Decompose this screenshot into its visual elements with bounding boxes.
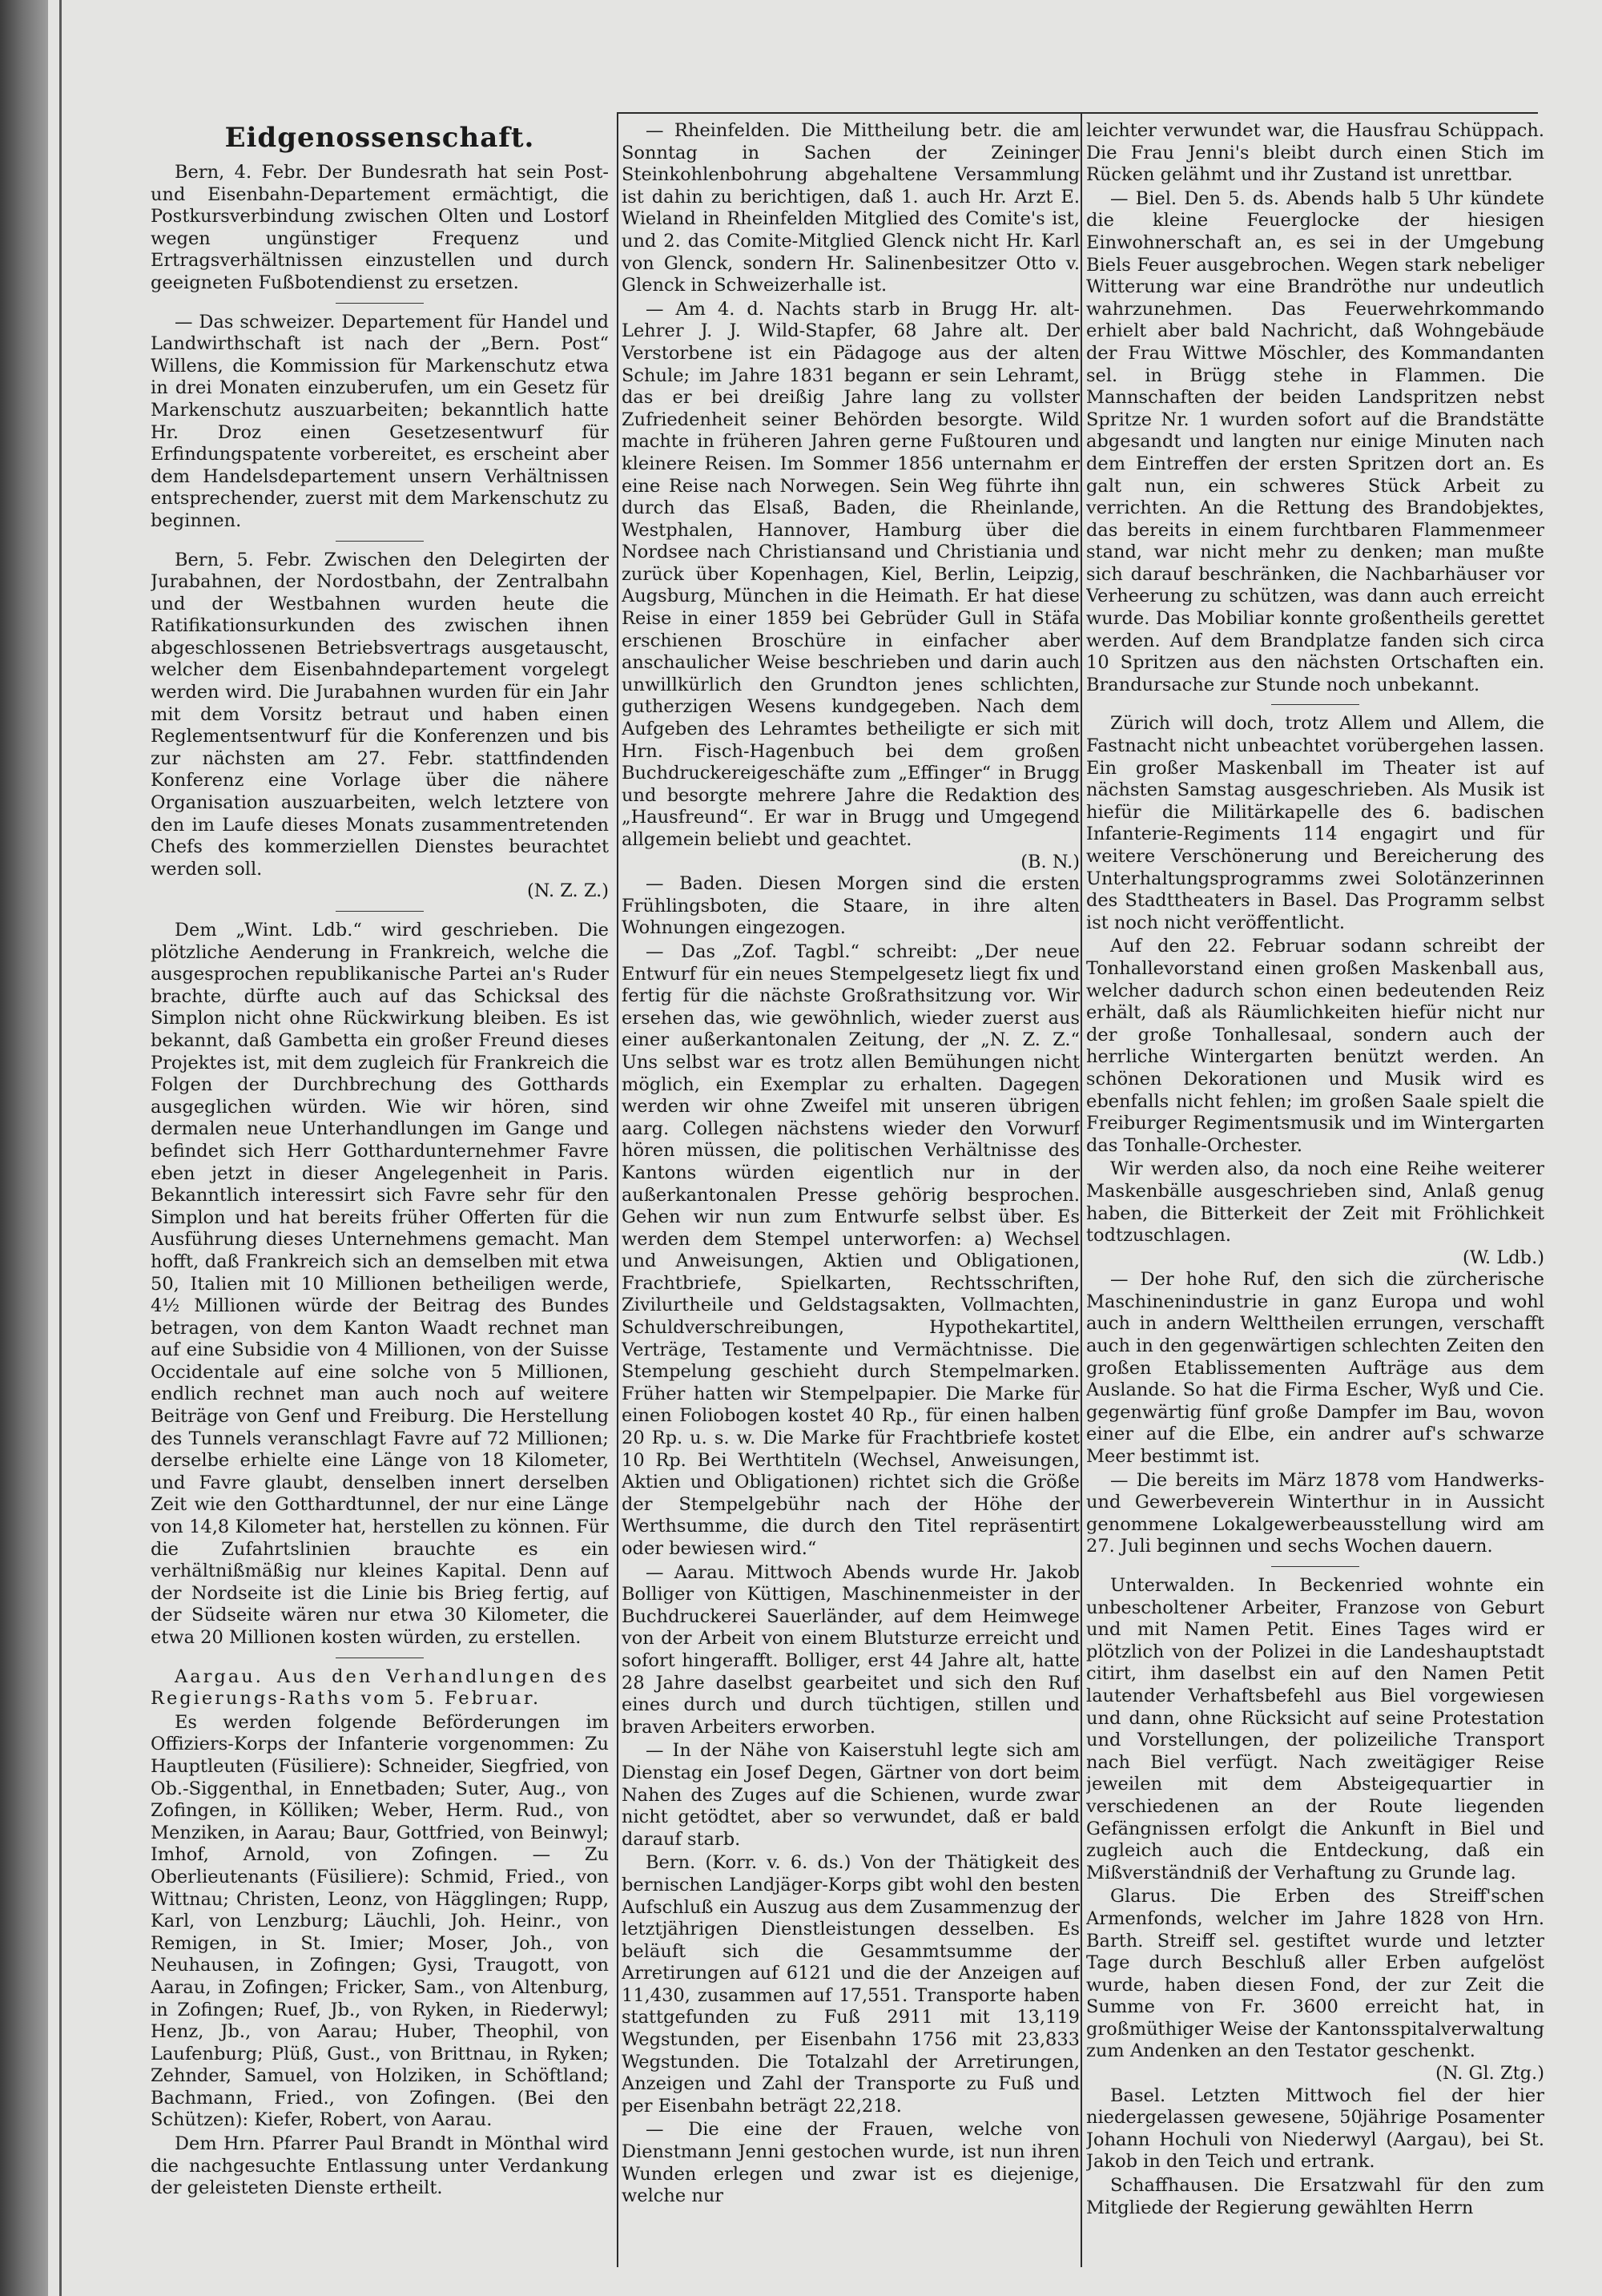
article-paragraph: Unterwalden. In Beckenried wohnte ein unbescholtener Arbeiter, Franzose von Geburt und mit Namen Petit. Eines Tages wird er plötzlich von der Polizei in die Landeshauptstadt citirt, ihm daselbst ein auf den Namen Petit lautender Verhaftsbefehl aus Biel vorgewiesen und dann, ohne Rücksicht auf seine Protestation und Vorstellungen, der polizeiliche Transport nach Biel verfügt. Nach zweitägiger Reise jeweilen mit dem Absteigequartier in verschiedenen an der Route liegenden Gefängnissen erfolgt die Ankunft in Biel und zugleich auch die Entdeckung, daß ein Mißverständniß der Verhaftung zu Grunde lag.: [1086, 1575, 1544, 1883]
article-paragraph: — In der Nähe von Kaiserstuhl legte sich am Dienstag ein Josef Degen, Gärtner von dort beim Nahen des Zuges auf die Schienen, wurde zwar nicht getödtet, aber so verwundet, daß er bald darauf starb.: [622, 1740, 1080, 1850]
article-paragraph: — Der hohe Ruf, den sich die zürcherische Maschinenindustrie in ganz Europa und wohl auch in andern Welttheilen errungen, verschafft auch in den gegenwärtigen schlechten Zeiten den großen Etablissementen Aufträge aus dem Auslande. So hat die Firma Escher, Wyß und Cie. gegenwärtig fünf große Dampfer im Bau, wovon einer auf die Elbe, ein andrer auf's schwarze Meer bestimmt ist.: [1086, 1269, 1544, 1468]
separator: [336, 303, 424, 304]
article-paragraph: Schaffhausen. Die Ersatzwahl für den zum Mitgliede der Regierung gewählten Herrn: [1086, 2175, 1544, 2218]
article-paragraph: Zürich will doch, trotz Allem und Allem, die Fastnacht nicht unbeachtet vorübergehen lassen. Ein großer Maskenball im Theater ist auf nächsten Samstag ausgeschrieben. Als Musik ist hiefür die Militärkapelle des 6. badischen Infanterie-Regiments 114 engagirt und für weitere Verschönerung und Bereicherung des Unterhaltungsprogramms zwei Solotänzerinnen des Stadttheaters in Basel. Das Programm selbst ist noch nicht veröffentlicht.: [1086, 713, 1544, 933]
source-citation: (W. Ldb.): [1463, 1247, 1544, 1268]
article-paragraph: — Biel. Den 5. ds. Abends halb 5 Uhr kündete die kleine Feuerglocke der hiesigen Einwohnerschaft an, es sei in der Umgebung Biels Feuer ausgebrochen. Wegen stark nebeliger Witterung war eine Brandröthe nur undeutlich wahrzunehmen. Das Feuerwehrkommando erhielt aber bald Nachricht, daß Wohngebäude der Frau Wittwe Möschler, des Kommandanten sel. in Brügg stehe in Flammen. Die Mannschaften der beiden Landspritzen nebst Spritze Nr. 1 wurden sofort auf die Brandstätte abgesandt und langten nur einige Minuten nach dem Eintreffen der ersten Spritzen dort an. Es galt nun, ein schweres Stück Arbeit zu verrichten. An die Rettung des Brandobjektes, das bereits in einem furchtbaren Flammenmeer stand, war nicht mehr zu denken; man mußte sich darauf beschränken, die Nachbarhäuser vor Verheerung zu schützen, was dann auch erreicht wurde. Das Mobiliar konnte großentheils gerettet werden. Auf dem Brandplatze fanden sich circa 10 Spritzen aus den nächsten Ortschaften ein. Brandursache zur Stunde noch unbekannt.: [1086, 187, 1544, 695]
section-heading: Eidgenossenschaft.: [224, 122, 535, 154]
separator: [1271, 704, 1359, 705]
article-paragraph: — Am 4. d. Nachts starb in Brugg Hr. alt-Lehrer J. J. Wild-Stapfer, 68 Jahre alt. Der Verstorbene ist ein Pädagoge aus der alten Schule; im Jahre 1831 begann er sein Lehramt, das er bei dreißig Jahre lang zu vollster Zufriedenheit seiner Behörden besorgte. Wild machte in früheren Jahren gerne Fußtouren und kleinere Reisen. Im Sommer 1856 unternahm er eine Reise nach Norwegen. Sein Weg führte ihn durch das Elsaß, Baden, die Rheinlande, Westphalen, Hannover, Hamburg über die Nordsee nach Christiansand und Christiania und zurück über Kopenhagen, Kiel, Berlin, Leipzig, Augsburg, München in die Heimath. Er hat diese Reise in einer 1859 bei Gebrüder Gull in Stäfa erschienen Broschüre in einfacher aber anschaulicher Weise beschrieben und darin auch unwillkürlich den Grundton jenes schlichten, gutherzigen Wesens kundgegeben. Nach dem Aufgeben des Lehramtes betheiligte er sich mit Hrn. Fisch-Hagenbuch bei dem großen Buchdruckereigeschäfte zum „Effinger“ in Brugg und besorgte mehrere Jahre die Redaktion des „Hausfreund“. Er war in Brugg und Umgegend allgemein beliebt und geachtet.: [622, 298, 1080, 850]
column-rule-2: [1081, 112, 1082, 2267]
article-paragraph: — Rheinfelden. Die Mittheilung betr. die am Sonntag in Sachen der Zeininger Steinkohlenbohrung abgehaltene Versammlung ist dahin zu berichtigen, daß 1. auch Hr. Arzt E. Wieland in Rheinfelden Mitglied des Comite's ist, und 2. das Comite-Mitglied Glenck nicht Hr. Karl von Glenck, sondern Hr. Salinenbesitzer Otto v. Glenck in Schweizerhalle ist.: [622, 120, 1080, 296]
article-paragraph: Dem „Wint. Ldb.“ wird geschrieben. Die plötzliche Aenderung in Frankreich, welche die ausgesprochen republikanische Partei an's Ruder brachte, dürfte auch auf das Schicksal des Simplon nicht ohne Rückwirkung bleiben. Es ist bekannt, daß Gambetta ein großer Freund dieses Projektes ist, mit dem zugleich für Frankreich die Folgen der Durchbrechung des Gotthards ausgeglichen würden. Wie wir hören, sind dermalen neue Unterhandlungen im Gange und befindet sich Herr Gotthardunternehmer Favre eben jetzt in dieser Angelegenheit in Paris. Bekanntlich interessirt sich Favre sehr für den Simplon und hat bereits früher Offerten für die Ausführung dieses Unternehmens gemacht. Man hofft, daß Frankreich sich an demselben mit etwa 50, Italien mit 10 Millionen betheiligen werde, 4½ Millionen würde der Beitrag des Bundes betragen, von dem Kanton Waadt rechnet man auf eine Subsidie von 4 Millionen, von der Suisse Occidentale auf eine solche von 5 Millionen, endlich rechnet man auch noch auf weitere Beiträge von Genf und Freiburg. Die Herstellung des Tunnels veranschlagt Favre auf 72 Millionen; derselbe erhielte eine Länge von 18 Kilometer, und Favre glaubt, denselben innert derselben Zeit wie den Gotthardtunnel, der nur eine Länge von 14,8 Kilometer hat, herstellen zu können. Für die Zufahrtslinien brauchte es ein verhältnißmäßig nur kleines Kapital. Denn auf der Nordseite ist die Linie bis Brieg fertig, auf der Südseite wären nur etwa 30 Kilometer, die etwa 20 Millionen kosten würden, zu erstellen.: [151, 920, 609, 1648]
column-1: [151, 120, 609, 2275]
source-citation: (B. N.): [1020, 851, 1080, 872]
article-heading: Aargau. Aus den Verhandlungen des Regierungs-Raths vom 5. Februar.: [151, 1666, 609, 1710]
article-paragraph: Bern, 4. Febr. Der Bundesrath hat sein Post- und Eisenbahn-Departement ermächtigt, die Postkursverbindung zwischen Olten und Lostorf wegen ungünstiger Frequenz und Ertragsverhältnissen einzustellen und durch geeigneten Fußbotendienst zu ersetzen.: [151, 162, 609, 293]
article-paragraph: — Aarau. Mittwoch Abends wurde Hr. Jakob Bolliger von Küttigen, Maschinenmeister in der Buchdruckerei Sauerländer, auf dem Heimwege von der Arbeit von einem Blutsturze erreicht und sofort hingerafft. Bolliger, erst 44 Jahre alt, hatte 28 Jahre daselbst gearbeitet und sich den Ruf eines durch und durch tüchtigen, stillen und braven Arbeiters erworben.: [622, 1561, 1080, 1738]
article-paragraph: Basel. Letzten Mittwoch fiel der hier niedergelassen gewesene, 50jährige Posamenter Johann Hochuli von Niederwyl (Aargau), bei St. Jakob in den Teich und ertrank.: [1086, 2085, 1544, 2173]
article-paragraph: Bern, 5. Febr. Zwischen den Delegirten der Jurabahnen, der Nordostbahn, der Zentralbahn und der Westbahnen wurden heute die Ratifikationsurkunden des zwischen ihnen abgeschlossenen Betriebsvertrags ausgetauscht, welcher dem Eisenbahndepartement vorgelegt werden wird. Die Jurabahnen wurden für ein Jahr mit dem Vorsitz betraut und haben einen Reglementsentwurf für die Konferenzen und bis zur nächsten am 27. Febr. stattfindenden Konferenz eine Vorlage über die nähere Organisation auszuarbeiten, welch letztere von den im Laufe dieses Monats zusammentretenden Chefs des kommerziellen Dienstes beurachtet werden soll.: [151, 549, 609, 880]
article-paragraph: — Das „Zof. Tagbl.“ schreibt: „Der neue Entwurf für ein neues Stempelgesetz liegt fix und fertig für die nächste Großrathsitzung vor. Wir ersehen das, wie gewöhnlich, wieder zuerst aus einer außerkantonalen Zeitung, der „N. Z. Z.“ Uns selbst war es trotz allen Bemühungen nicht möglich, ein Exemplar zu erhalten. Dagegen werden wir ohne Zweifel mit unseren übrigen aarg. Collegen nächstens wieder den Vorwurf hören müssen, die politischen Verhältnisse des Kantons würden eigentlich nur in der außerkantonalen Presse gehörig besprochen. Gehen wir nun zum Entwurfe selbst über. Es werden dem Stempel unterworfen: a) Wechsel und Anweisungen, Aktien und Obligationen, Frachtbriefe, Spielkarten, Rechtsschriften, Zivilurtheile und Geldstagsakten, Vollmachten, Schuldverschreibungen, Hypothekartitel, Verträge, Testamente und Vermächtnisse. Die Stempelung geschieht durch Stempelmarken. Früher hatten wir Stempelpapier. Die Marke für einen Foliobogen kostet 40 Rp., für einen halben 20 Rp. u. s. w. Die Marke für Frachtbriefe kostet 10 Rp. Bei Werthtiteln (Wechsel, Anweisungen, Aktien und Obligationen) richtet sich die Größe der Stempelgebühr nach der Höhe der Werthsumme, die durch den Titel repräsentirt oder bewiesen wird.“: [622, 941, 1080, 1559]
column-2: [622, 120, 1080, 2275]
article-paragraph: — Das schweizer. Departement für Handel und Landwirthschaft ist nach der „Bern. Post“ Willens, die Kommission für Markenschutz etwa in drei Monaten einzuberufen, um ein Gesetz für Markenschutz auszuarbeiten; bekanntlich hatte Hr. Droz einen Gesetzesentwurf für Erfindungspatente vorbereitet, es erscheint aber dem Handelsdepartement unsern Verhältnissen entsprechender, zuerst mit dem Markenschutz zu beginnen.: [151, 311, 609, 531]
article-paragraph: Auf den 22. Februar sodann schreibt der Tonhallevorstand einen großen Maskenball aus, welcher dadurch schon einen bedeutenden Reiz erhält, daß als Räumlichkeiten hiefür nicht nur der große Tonhallesaal, sondern auch der herrliche Wintergarten benützt werden. An schönen Dekorationen und Musik wird es ebenfalls nicht fehlen; im großen Saale spielt die Freiburger Regimentsmusik und im Wintergarten das Tonhalle-Orchester.: [1086, 936, 1544, 1156]
article-paragraph: — Baden. Diesen Morgen sind die ersten Frühlingsboten, die Staare, in ihre alten Wohnungen eingezogen.: [622, 873, 1080, 939]
book-gutter: [0, 0, 48, 2296]
article-paragraph: Es werden folgende Beförderungen im Offiziers-Korps der Infanterie vorgenommen: Zu Hauptleuten (Füsiliere): Schneider, Siegfried, von Ob.-Siggenthal, in Ennetbaden; Suter, Aug., von Zofingen, in Kölliken; Weber, Herm. Rud., von Menziken, in Aarau; Baur, Gottfried, von Beinwyl; Imhof, Arnold, von Zofingen. — Zu Oberlieutenants (Füsiliere): Schmid, Fried., von Wittnau; Christen, Leonz, von Hägglingen; Rupp, Karl, von Lenzburg; Läuchli, Joh. Heinr., von Remigen, in St. Imier; Moser, Joh., von Neuhausen, in Zofingen; Gysi, Traugott, von Aarau, in Zofingen; Fricker, Sam., von Altenburg, in Zofingen; Ruef, Jb., von Ryken, in Riederwyl; Henz, Jb., von Aarau; Huber, Theophil, von Laufenburg; Plüß, Gust., von Brittnau, in Ryken; Zehnder, Samuel, von Holziken, in Schöftland; Bachmann, Fried., von Zofingen. (Bei den Schützen): Kiefer, Robert, von Aarau.: [151, 1711, 609, 2131]
article-paragraph: Dem Hrn. Pfarrer Paul Brandt in Mönthal wird die nachgesuchte Entlassung unter Verdankung der geleisteten Dienste ertheilt.: [151, 2133, 609, 2199]
column-3: [1086, 120, 1544, 2275]
source-citation: (N. Gl. Ztg.): [1435, 2063, 1544, 2085]
separator: [336, 541, 424, 542]
article-paragraph: Glarus. Die Erben des Streiff'schen Armenfonds, welcher im Jahre 1828 von Hrn. Barth. Streiff sel. gestiftet wurde und letzter Tage durch Beschluß aller Erben aufgelöst wurde, haben diesen Fond, der zur Zeit die Summe von Fr. 3600 erreicht hat, in großmüthiger Weise der Kantonsspitalverwaltung zum Andenken an den Testator geschenkt.: [1086, 1886, 1544, 2062]
article-paragraph: — Die bereits im März 1878 vom Handwerks- und Gewerbeverein Winterthur in in Aussicht genommene Lokalgewerbeausstellung wird am 27. Juli beginnen und sechs Wochen dauern.: [1086, 1469, 1544, 1557]
source-citation: (N. Z. Z.): [526, 880, 609, 902]
article-paragraph: leichter verwundet war, die Hausfrau Schüppach. Die Frau Jenni's bleibt durch einen Stich im Rücken gelähmt und ihr Zustand ist unrettbar.: [1086, 120, 1544, 186]
page-edge: [59, 0, 62, 2296]
article-paragraph: Wir werden also, da noch eine Reihe weiterer Maskenbälle ausgeschrieben sind, Anlaß genug haben, die Bitterkeit der Zeit mit Fröhlichkeit todtzuschlagen.: [1086, 1158, 1544, 1247]
article-paragraph: Bern. (Korr. v. 6. ds.) Von der Thätigkeit des bernischen Landjäger-Korps gibt wohl den besten Aufschluß ein Auszug aus dem Zusammenzug der letztjährigen Dienstleistungen desselben. Es beläuft sich die Gesammtsumme der Arretirungen auf 6121 und die der Anzeigen auf 11,430, zusammen auf 17,551. Transporte haben stattgefunden zu Fuß 2911 mit 13,119 Wegstunden, per Eisenbahn 1756 mit 23,833 Wegstunden. Die Totalzahl der Arretirungen, Anzeigen und Zahl der Transporte zu Fuß und per Eisenbahn beträgt 22,218.: [622, 1852, 1080, 2117]
top-rule: [617, 112, 1538, 114]
separator: [1271, 1566, 1359, 1567]
column-rule-1: [617, 112, 618, 2267]
separator: [336, 911, 424, 912]
article-paragraph: — Die eine der Frauen, welche von Dienstmann Jenni gestochen wurde, ist nun ihren Wunden erlegen und zwar ist es diejenige, welche nur: [622, 2119, 1080, 2207]
